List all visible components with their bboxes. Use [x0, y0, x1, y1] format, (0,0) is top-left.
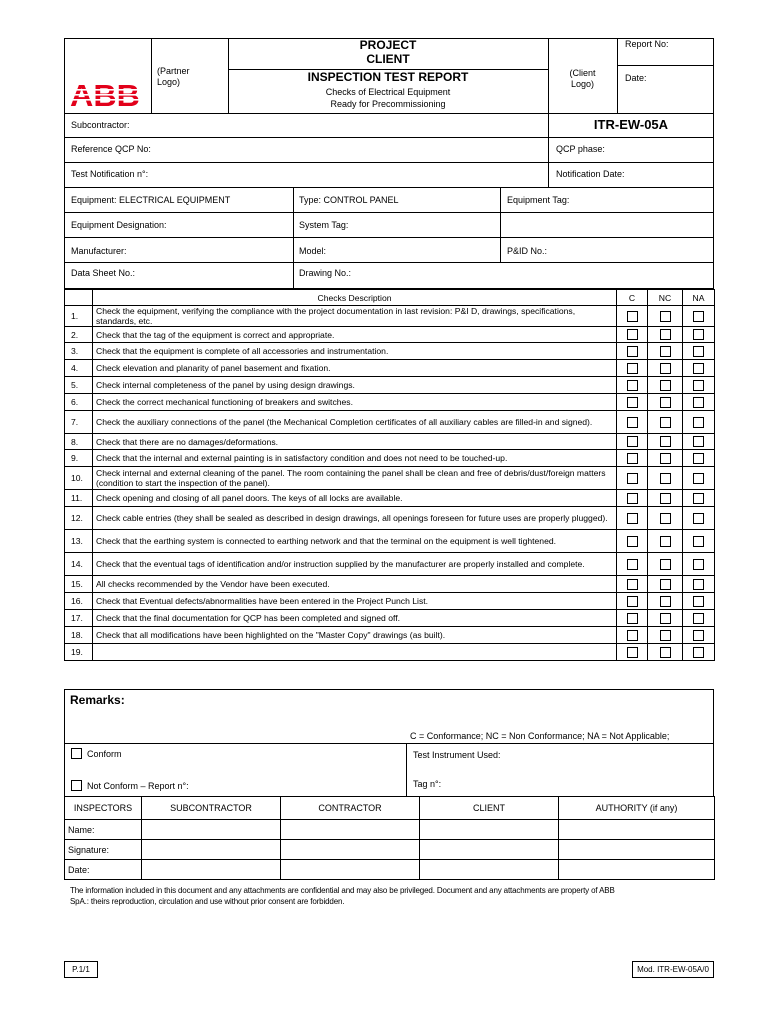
name-contractor-field[interactable] — [281, 820, 420, 840]
check-description: Check cable entries (they shall be sealed as described in design drawings, all openings foreseen for future uses are properly plugged). — [93, 507, 617, 530]
nc-checkbox[interactable] — [660, 417, 671, 428]
check-row — [65, 360, 715, 377]
check-row — [65, 610, 715, 627]
equipment-label: Equipment: ELECTRICAL EQUIPMENT — [71, 195, 231, 205]
nc-checkbox[interactable] — [660, 596, 671, 607]
check-description: Check that the eventual tags of identification and/or instruction supplied by the manufacturer are properly installed and complete. — [93, 553, 617, 576]
report-subtitle-2: Ready for Precommissioning — [330, 99, 446, 109]
c-checkbox[interactable] — [627, 473, 638, 484]
signature-row-label: Signature: — [65, 840, 142, 860]
check-number: 5. — [65, 377, 93, 394]
client-logo-label: (Client Logo) — [569, 68, 596, 89]
c-checkbox[interactable] — [627, 380, 638, 391]
check-description: Check that Eventual defects/abnormalities have been entered in the Project Punch List. — [93, 593, 617, 610]
check-row — [65, 507, 715, 530]
check-row — [65, 306, 715, 327]
c-checkbox[interactable] — [627, 630, 638, 641]
nc-checkbox[interactable] — [660, 397, 671, 408]
nc-checkbox[interactable] — [660, 453, 671, 464]
c-checkbox[interactable] — [627, 363, 638, 374]
nc-checkbox[interactable] — [660, 579, 671, 590]
c-checkbox[interactable] — [627, 579, 638, 590]
check-number: 6. — [65, 394, 93, 411]
check-row — [65, 434, 715, 450]
check-number: 14. — [65, 553, 93, 576]
check-row — [65, 530, 715, 553]
check-number: 9. — [65, 450, 93, 467]
check-number: 13. — [65, 530, 93, 553]
nc-checkbox[interactable] — [660, 436, 671, 447]
date-subcontractor-field[interactable] — [142, 860, 281, 880]
nc-checkbox[interactable] — [660, 513, 671, 524]
name-subcontractor-field[interactable] — [142, 820, 281, 840]
na-checkbox[interactable] — [693, 493, 704, 504]
disclaimer-line-2: SpA.: theirs reproduction, circulation and use without prior consent are forbidden. — [70, 897, 345, 906]
pid-no-label: P&ID No.: — [507, 246, 548, 256]
name-authority-field[interactable] — [559, 820, 715, 840]
check-description: Check opening and closing of all panel doors. The keys of all locks are available. — [93, 490, 617, 507]
signature-contractor-field[interactable] — [281, 840, 420, 860]
na-checkbox[interactable] — [693, 453, 704, 464]
name-row-label: Name: — [65, 820, 142, 840]
col-c-header: C — [617, 290, 648, 306]
check-row — [65, 467, 715, 490]
authority-header: AUTHORITY (if any) — [559, 797, 715, 820]
subcontractor-label: Subcontractor: — [71, 120, 130, 130]
na-checkbox[interactable] — [693, 436, 704, 447]
equipment-designation-label: Equipment Designation: — [71, 220, 167, 230]
check-number: 17. — [65, 610, 93, 627]
client-title: CLIENT — [366, 52, 410, 66]
model-label: Model: — [299, 246, 327, 256]
na-checkbox[interactable] — [693, 346, 704, 357]
form-code: Mod. ITR-EW-05A/0 — [637, 965, 709, 974]
nc-checkbox[interactable] — [660, 559, 671, 570]
check-description: Check elevation and planarity of panel basement and fixation. — [93, 360, 617, 377]
check-row — [65, 343, 715, 360]
project-title: PROJECT — [359, 38, 417, 52]
nc-checkbox[interactable] — [660, 311, 671, 322]
nc-checkbox[interactable] — [660, 380, 671, 391]
notification-date-label: Notification Date: — [556, 169, 625, 179]
check-description: Check the correct mechanical functioning of breakers and switches. — [93, 394, 617, 411]
check-row — [65, 450, 715, 467]
remarks-label: Remarks: — [70, 693, 125, 707]
system-tag-label: System Tag: — [299, 220, 349, 230]
check-row — [65, 644, 715, 661]
check-number: 2. — [65, 327, 93, 343]
check-number: 3. — [65, 343, 93, 360]
c-checkbox[interactable] — [627, 329, 638, 340]
c-checkbox[interactable] — [627, 613, 638, 624]
nc-checkbox[interactable] — [660, 473, 671, 484]
conform-label: Conform — [87, 749, 122, 759]
c-checkbox[interactable] — [627, 536, 638, 547]
na-checkbox[interactable] — [693, 647, 704, 658]
c-checkbox[interactable] — [627, 453, 638, 464]
na-checkbox[interactable] — [693, 363, 704, 374]
check-description: Check that the internal and external painting is in satisfactory condition and does not need to be touched-up. — [93, 450, 617, 467]
tag-no-label: Tag n°: — [413, 779, 442, 789]
check-number: 1. — [65, 306, 93, 327]
c-checkbox[interactable] — [627, 311, 638, 322]
subcontractor-header: SUBCONTRACTOR — [142, 797, 281, 820]
name-client-field[interactable] — [420, 820, 559, 840]
check-number: 7. — [65, 411, 93, 434]
check-number: 11. — [65, 490, 93, 507]
checks-description-header: Checks Description — [93, 290, 617, 306]
check-description: Check the auxiliary connections of the panel (the Mechanical Completion certificates of all auxiliary cables are filled-in and signed). — [93, 411, 617, 434]
partner-logo-label: (Partner Logo) — [157, 66, 190, 87]
check-row — [65, 593, 715, 610]
checks-table — [64, 289, 715, 661]
c-checkbox[interactable] — [627, 596, 638, 607]
check-description: All checks recommended by the Vendor have been executed. — [93, 576, 617, 593]
legend-text: C = Conformance; NC = Non Conformance; NA = Not Applicable; — [410, 731, 670, 741]
na-checkbox[interactable] — [693, 579, 704, 590]
c-checkbox[interactable] — [627, 346, 638, 357]
abb-logo — [70, 82, 142, 108]
nc-checkbox[interactable] — [660, 493, 671, 504]
na-checkbox[interactable] — [693, 380, 704, 391]
na-checkbox[interactable] — [693, 473, 704, 484]
check-number: 18. — [65, 627, 93, 644]
not-conform-checkbox[interactable] — [71, 780, 82, 791]
itr-code: ITR-EW-05A — [593, 117, 669, 132]
check-number: 8. — [65, 434, 93, 450]
date-client-field[interactable] — [420, 860, 559, 880]
date-contractor-field[interactable] — [281, 860, 420, 880]
date-row-label: Date: — [65, 860, 142, 880]
contractor-header: CONTRACTOR — [281, 797, 420, 820]
disclaimer-line-1: The information included in this document and any attachments are confidential and may also be privileged. Document and any attachments are property of ABB — [70, 886, 615, 895]
check-row — [65, 411, 715, 434]
signature-client-field[interactable] — [420, 840, 559, 860]
report-title: INSPECTION TEST REPORT — [307, 70, 469, 84]
na-checkbox[interactable] — [693, 559, 704, 570]
date-label: Date: — [625, 73, 647, 83]
na-checkbox[interactable] — [693, 613, 704, 624]
data-sheet-label: Data Sheet No.: — [71, 268, 136, 278]
na-checkbox[interactable] — [693, 596, 704, 607]
type-label: Type: CONTROL PANEL — [299, 195, 399, 205]
na-checkbox[interactable] — [693, 311, 704, 322]
na-checkbox[interactable] — [693, 536, 704, 547]
na-checkbox[interactable] — [693, 397, 704, 408]
check-description — [93, 644, 617, 661]
check-description: Check that all modifications have been highlighted on the "Master Copy" drawings (as built). — [93, 627, 617, 644]
check-row — [65, 394, 715, 411]
check-description: Check that the tag of the equipment is correct and appropriate. — [93, 327, 617, 343]
nc-checkbox[interactable] — [660, 630, 671, 641]
check-number: 15. — [65, 576, 93, 593]
c-checkbox[interactable] — [627, 513, 638, 524]
nc-checkbox[interactable] — [660, 647, 671, 658]
manufacturer-label: Manufacturer: — [71, 246, 127, 256]
na-checkbox[interactable] — [693, 513, 704, 524]
report-subtitle-1: Checks of Electrical Equipment — [325, 87, 451, 97]
check-description: Check that the earthing system is connected to earthing network and that the terminal on the equipment is well tightened. — [93, 530, 617, 553]
c-checkbox[interactable] — [627, 397, 638, 408]
c-checkbox[interactable] — [627, 559, 638, 570]
signature-authority-field[interactable] — [559, 840, 715, 860]
check-row — [65, 627, 715, 644]
test-instrument-label: Test Instrument Used: — [413, 750, 501, 760]
check-description: Check that the final documentation for QCP has been completed and signed off. — [93, 610, 617, 627]
c-checkbox[interactable] — [627, 647, 638, 658]
check-number: 10. — [65, 467, 93, 490]
date-authority-field[interactable] — [559, 860, 715, 880]
not-conform-label: Not Conform – Report n°: — [87, 781, 189, 791]
c-checkbox[interactable] — [627, 493, 638, 504]
reference-qcp-label: Reference QCP No: — [71, 144, 151, 154]
check-description: Check that the equipment is complete of all accessories and instrumentation. — [93, 343, 617, 360]
check-row — [65, 377, 715, 394]
equipment-tag-label: Equipment Tag: — [507, 195, 570, 205]
nc-checkbox[interactable] — [660, 613, 671, 624]
qcp-phase-label: QCP phase: — [556, 144, 605, 154]
check-description: Check internal completeness of the panel by using design drawings. — [93, 377, 617, 394]
report-no-label: Report No: — [625, 39, 669, 49]
c-checkbox[interactable] — [627, 417, 638, 428]
check-number: 4. — [65, 360, 93, 377]
check-description: Check the equipment, verifying the compliance with the project documentation in last revision: P&I D, drawings, specifications, standards, etc. — [93, 306, 617, 327]
drawing-no-label: Drawing No.: — [299, 268, 352, 278]
page-number: P.1/1 — [72, 965, 90, 974]
na-checkbox[interactable] — [693, 329, 704, 340]
nc-checkbox[interactable] — [660, 346, 671, 357]
col-nc-header: NC — [648, 290, 683, 306]
check-description: Check internal and external cleaning of the panel. The room containing the panel shall be clean and free of debris/dust/foreign matters (condition to start the inspection of the panel). — [93, 467, 617, 490]
inspectors-header: INSPECTORS — [65, 797, 142, 820]
check-description: Check that there are no damages/deformations. — [93, 434, 617, 450]
check-row — [65, 327, 715, 343]
na-checkbox[interactable] — [693, 417, 704, 428]
nc-checkbox[interactable] — [660, 329, 671, 340]
col-na-header: NA — [683, 290, 715, 306]
conform-checkbox[interactable] — [71, 748, 82, 759]
check-row — [65, 553, 715, 576]
test-notification-label: Test Notification n°: — [71, 169, 149, 179]
nc-checkbox[interactable] — [660, 536, 671, 547]
check-row — [65, 576, 715, 593]
check-number: 16. — [65, 593, 93, 610]
check-number: 19. — [65, 644, 93, 661]
nc-checkbox[interactable] — [660, 363, 671, 374]
client-header: CLIENT — [420, 797, 559, 820]
na-checkbox[interactable] — [693, 630, 704, 641]
signature-subcontractor-field[interactable] — [142, 840, 281, 860]
c-checkbox[interactable] — [627, 436, 638, 447]
check-number: 12. — [65, 507, 93, 530]
inspectors-table — [64, 796, 715, 880]
check-row — [65, 490, 715, 507]
